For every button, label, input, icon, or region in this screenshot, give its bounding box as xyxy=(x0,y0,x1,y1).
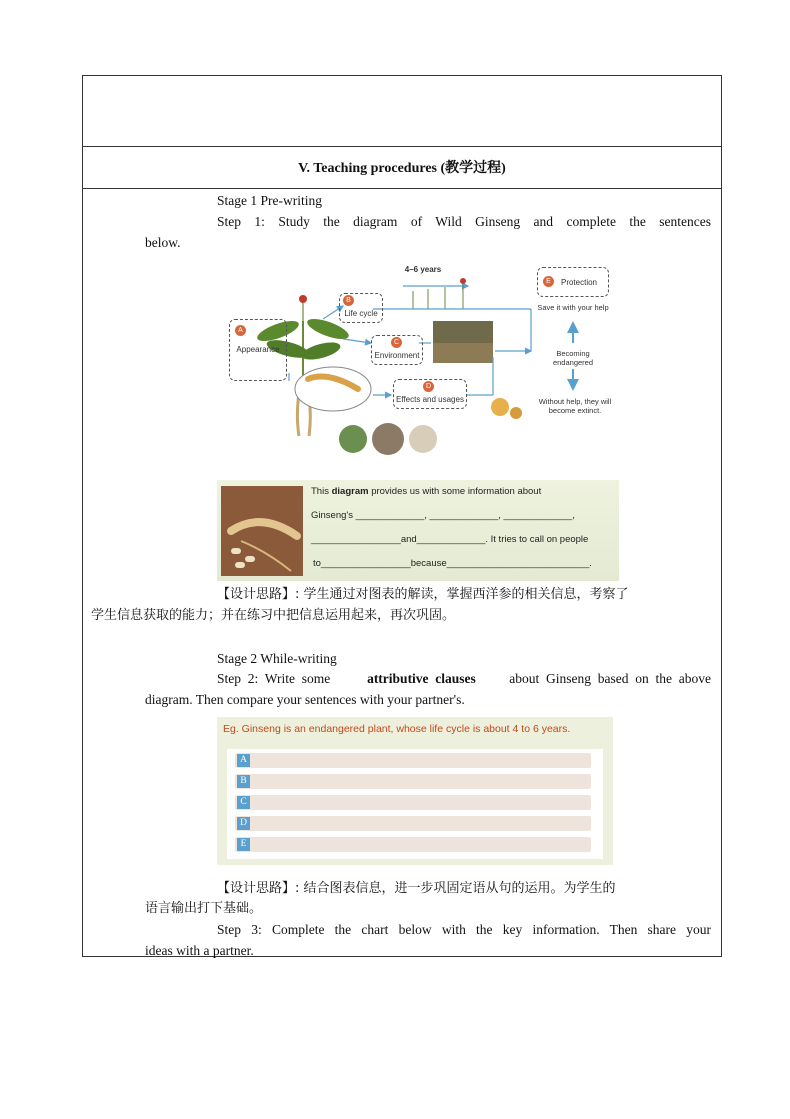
becoming-label: Becoming endangered xyxy=(552,349,594,367)
label-c: C xyxy=(237,796,250,809)
note2-line1: 【设计思路】: 结合图表信息，进一步巩固定语从句的运用。为学生的 xyxy=(217,881,616,896)
sentence-card xyxy=(217,480,619,581)
ginseng-photo xyxy=(221,486,303,576)
badge-b: B xyxy=(343,295,354,306)
protection-label: Protection xyxy=(560,277,598,287)
badge-a: A xyxy=(235,325,246,336)
label-d: D xyxy=(237,817,250,830)
step2-line2: diagram. Then compare your sentences with your partner's. xyxy=(145,692,465,707)
card1-line1-c: provides us with some information about xyxy=(368,486,542,497)
card1-line3: _________________and_____________. It tries to call on people xyxy=(311,534,589,545)
save-label: Save it with your help xyxy=(537,303,609,312)
step1-line1: Step 1: Study the diagram of Wild Ginseng and complete the sentences xyxy=(217,214,711,229)
environment-label: Environment xyxy=(374,351,420,360)
label-b: B xyxy=(237,775,250,788)
step2-c: about Ginseng based on the above xyxy=(505,671,711,686)
example-sentence: Eg. Ginseng is an endangered plant, whose life cycle is about 4 to 6 years. xyxy=(223,723,571,735)
answer-lines xyxy=(227,749,603,859)
appearance-label: Appearance xyxy=(236,345,280,354)
step3-line1: Step 3: Complete the chart below with the key information. Then share your xyxy=(217,922,711,937)
section-title: V. Teaching procedures (教学过程) xyxy=(83,146,721,189)
answer-line-a[interactable] xyxy=(235,753,591,768)
note1-line2: 学生信息获取的能力；并在练习中把信息运用起来，再次巩固。 xyxy=(91,608,456,623)
note2-line2: 语言输出打下基础。 xyxy=(145,901,263,916)
without-label: Without help, they will become extinct. xyxy=(538,397,612,415)
answer-line-e[interactable] xyxy=(235,837,591,852)
years-label: 4–6 years xyxy=(404,265,442,274)
step2-a: Step 2: Write some xyxy=(217,671,337,686)
card1-line1-a: This xyxy=(311,486,332,497)
answer-line-d[interactable] xyxy=(235,816,591,831)
effects-label: Effects and usages xyxy=(396,395,464,404)
section-body xyxy=(83,189,721,956)
card1-line1 xyxy=(311,486,541,497)
card1-line1-bold: diagram xyxy=(331,486,369,497)
step1-line2: below. xyxy=(145,235,181,250)
card1-line4: to_________________because___________________________. xyxy=(313,558,592,569)
badge-c: C xyxy=(391,337,402,348)
life-cycle-label: Life cycle xyxy=(344,309,378,318)
label-e: E xyxy=(237,838,250,851)
card1-line2: Ginseng's _____________, _____________, _____________, xyxy=(311,510,575,521)
badge-d: D xyxy=(423,381,434,392)
example-card xyxy=(217,717,613,865)
step2-line1 xyxy=(217,669,711,689)
stage1-title: Stage 1 Pre-writing xyxy=(217,193,322,208)
step2-bold: attributive clauses xyxy=(367,671,476,686)
answer-line-b[interactable] xyxy=(235,774,591,789)
growth-stages-icon xyxy=(403,278,468,309)
stage2-title: Stage 2 While-writing xyxy=(217,651,337,666)
empty-row xyxy=(83,76,721,147)
note1-line1: 【设计思路】: 学生通过对图表的解读，掌握西洋参的相关信息，考察了 xyxy=(217,587,629,602)
label-a: A xyxy=(237,754,250,767)
badge-e: E xyxy=(543,276,554,287)
answer-line-c[interactable] xyxy=(235,795,591,810)
ginseng-diagram xyxy=(223,261,623,456)
teaching-table xyxy=(82,75,722,957)
step3-line2: ideas with a partner. xyxy=(145,943,254,958)
